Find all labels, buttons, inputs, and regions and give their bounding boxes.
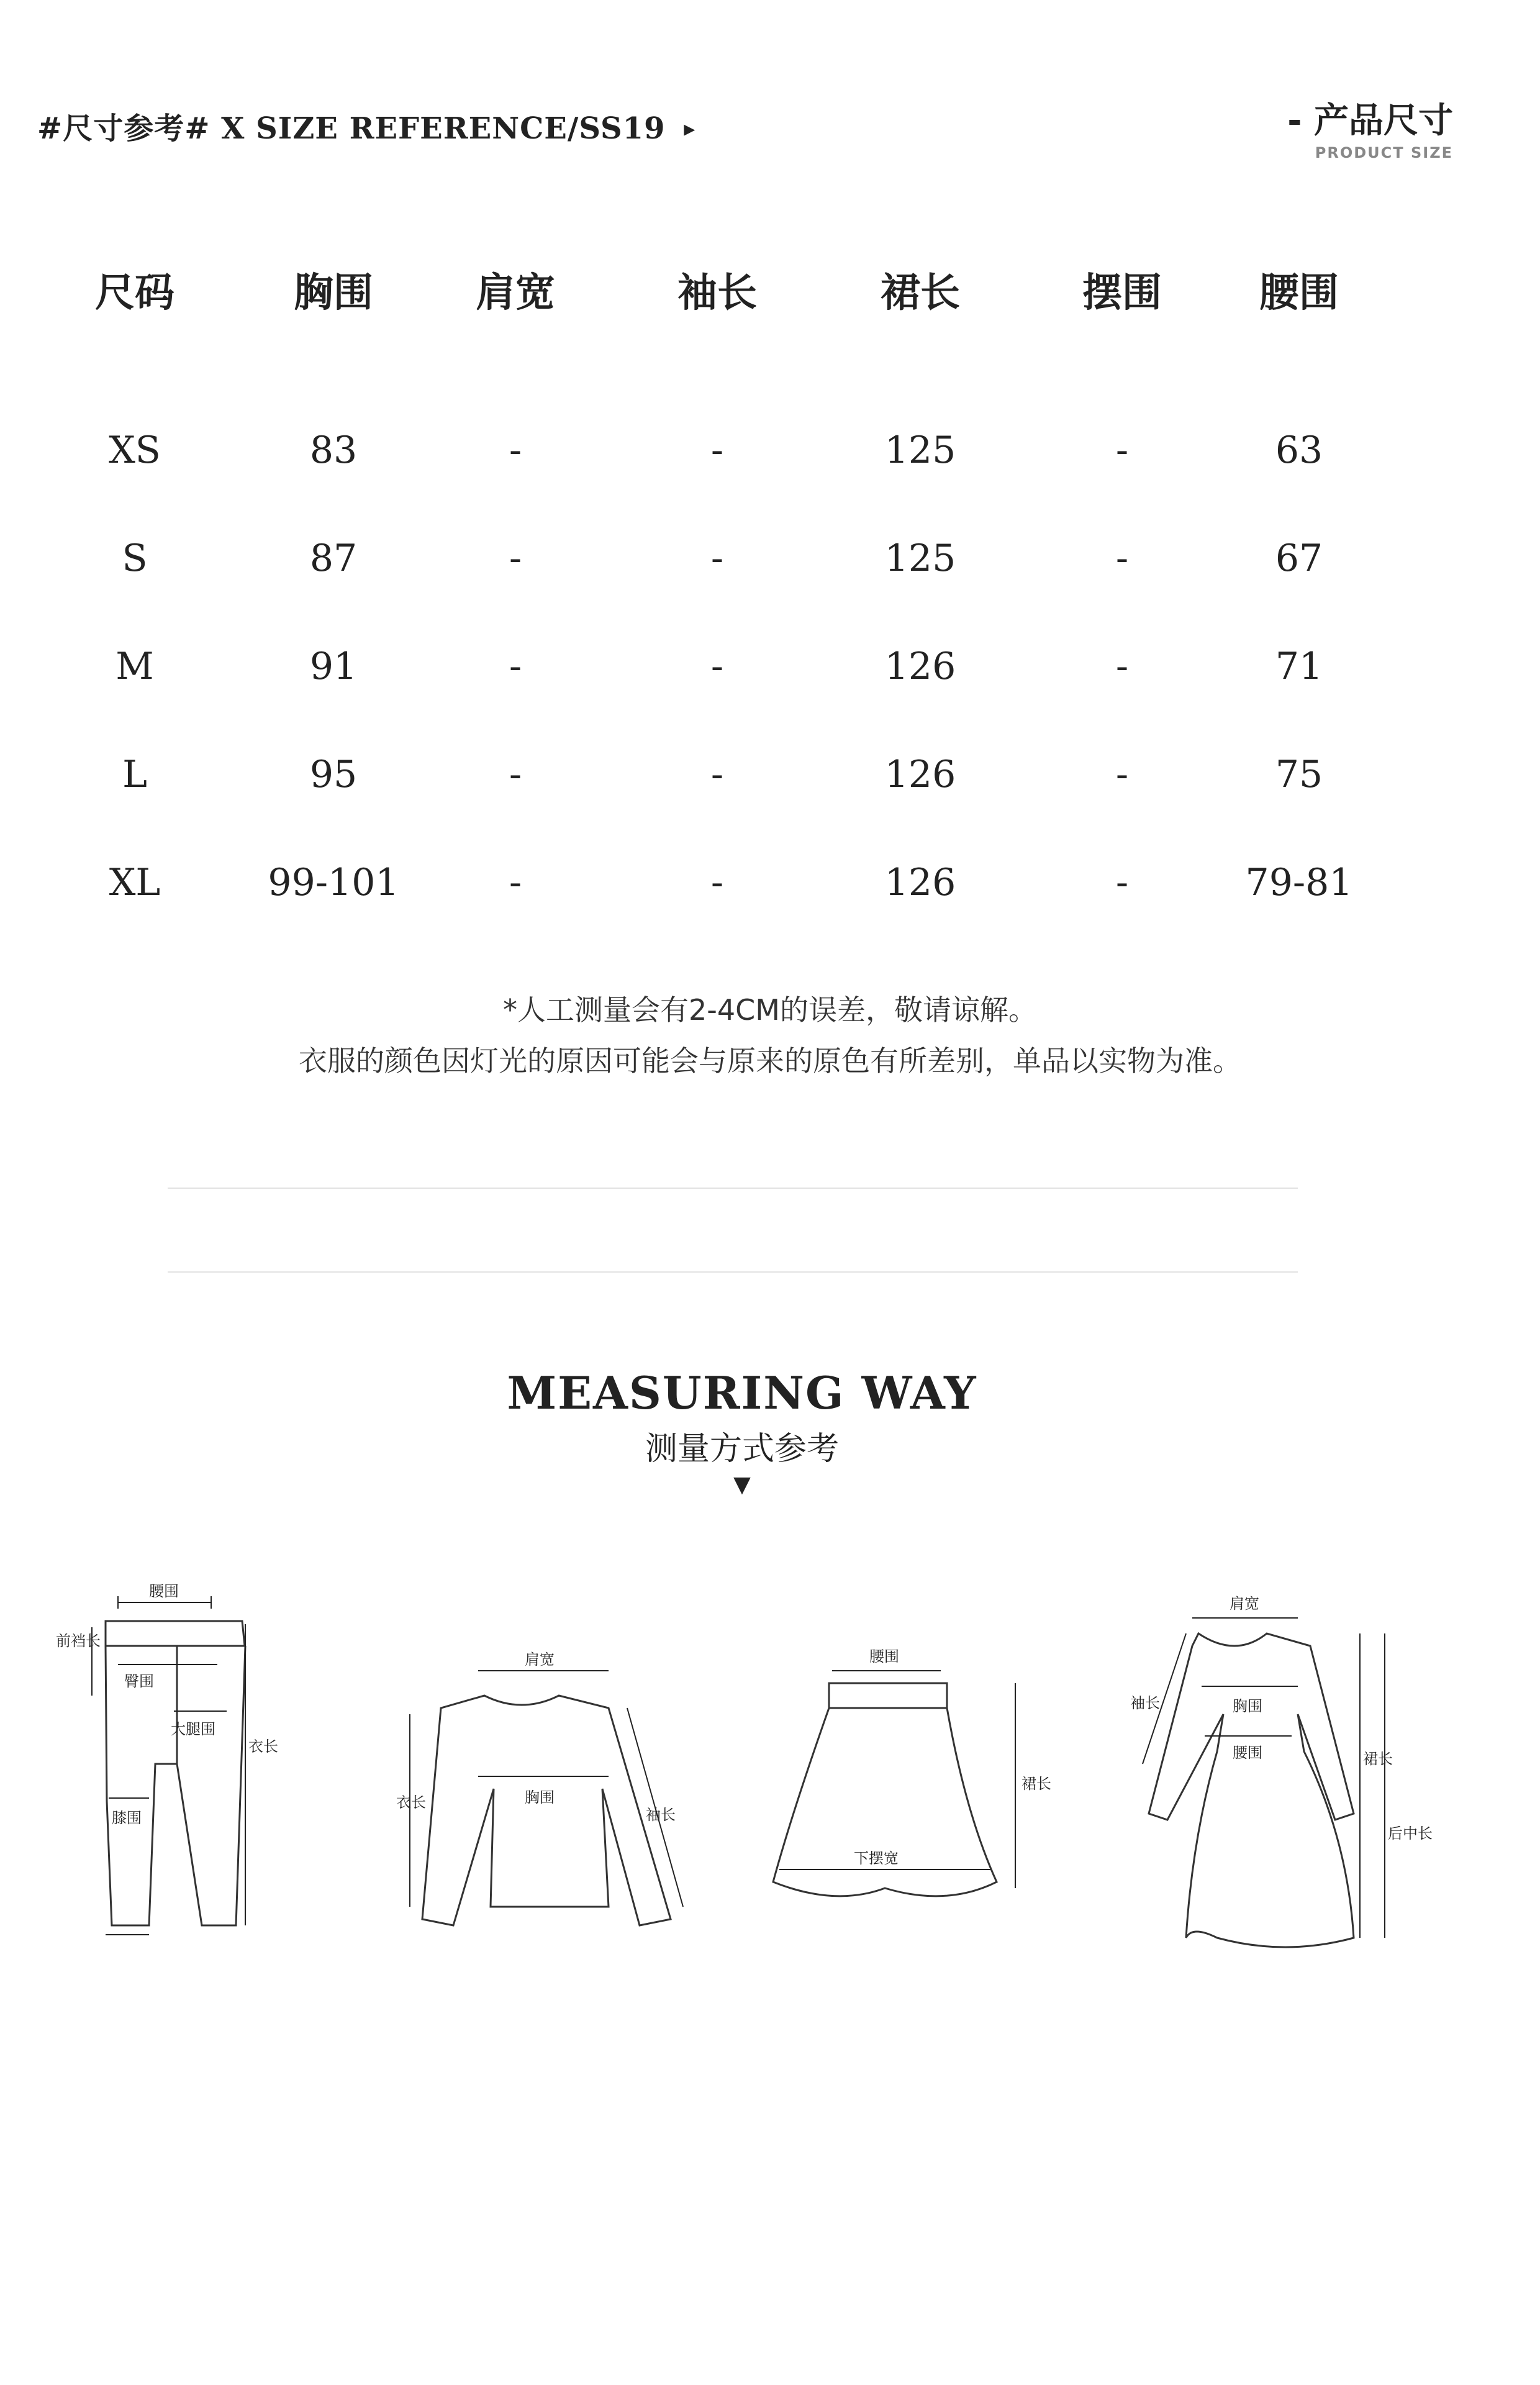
cell: S — [122, 537, 148, 580]
measurement-error-note: *人工测量会有2-4CM的误差，敬请谅解。 — [503, 993, 1037, 1027]
color-difference-note: 衣服的颜色因灯光的原因可能会与原来的原色有所差别，单品以实物为准。 — [299, 1044, 1241, 1078]
cell: - — [710, 537, 724, 580]
cell: 75 — [1275, 753, 1323, 796]
cell: 126 — [884, 861, 956, 904]
pants-measure-diagram — [56, 1578, 279, 1950]
table-row — [43, 861, 1385, 969]
cell: - — [509, 537, 522, 580]
table-row — [43, 537, 1385, 645]
cell: - — [710, 429, 724, 472]
header-chest: 胸围 — [294, 270, 373, 316]
cell: 79-81 — [1245, 861, 1353, 904]
table-header-row — [43, 261, 1385, 335]
header-size: 尺码 — [95, 270, 174, 316]
play-arrow-icon: ▸ — [684, 116, 696, 142]
measuring-way-title: MEASURING WAY — [507, 1366, 977, 1419]
cell: M — [116, 645, 154, 688]
product-size-badge — [1287, 93, 1453, 161]
cell: - — [710, 861, 724, 904]
table-row — [43, 645, 1385, 753]
table-row — [43, 753, 1385, 861]
heading-en: X SIZE REFERENCE/SS19 — [221, 111, 666, 146]
cell: - — [1115, 753, 1129, 796]
label-waist: 腰围 — [1233, 1744, 1262, 1761]
top-outline-icon — [391, 1627, 714, 1938]
size-reference-heading — [37, 104, 695, 147]
cell: 63 — [1275, 429, 1323, 472]
label-chest: 胸围 — [525, 1789, 555, 1806]
down-arrow-icon: ▼ — [733, 1472, 751, 1497]
size-table — [43, 261, 1385, 969]
dress-outline-icon — [1112, 1578, 1434, 1963]
cell: XL — [109, 861, 161, 904]
label-sleeve: 袖长 — [646, 1806, 676, 1824]
cell: 126 — [884, 753, 956, 796]
header-skirt-length: 裙长 — [881, 270, 960, 316]
cell: 99-101 — [268, 861, 399, 904]
cell: - — [1115, 537, 1129, 580]
measuring-way-subtitle: 测量方式参考 — [645, 1430, 839, 1468]
label-hip: 臀围 — [124, 1673, 154, 1690]
cell: - — [509, 753, 522, 796]
table-row — [43, 429, 1385, 537]
label-front-rise: 前裆长 — [56, 1632, 101, 1650]
cell: 67 — [1275, 537, 1323, 580]
label-sleeve: 袖长 — [1130, 1694, 1160, 1712]
label-shoulder: 肩宽 — [525, 1651, 555, 1668]
label-waist: 腰围 — [149, 1583, 179, 1600]
pants-outline-icon — [56, 1578, 279, 1950]
cell: - — [509, 429, 522, 472]
top-measure-diagram — [391, 1627, 714, 1938]
product-size-cn: - 产品尺寸 — [1287, 101, 1453, 141]
heading-cn: #尺寸参考# — [37, 111, 211, 146]
cell: - — [509, 645, 522, 688]
cell: 95 — [309, 753, 358, 796]
divider — [168, 1271, 1298, 1273]
label-back-length: 后中长 — [1388, 1825, 1433, 1842]
cell: - — [1115, 861, 1129, 904]
label-skirt-length: 裙长 — [1021, 1775, 1051, 1792]
divider — [168, 1188, 1298, 1189]
label-length: 衣长 — [248, 1738, 278, 1755]
label-length: 衣长 — [396, 1794, 426, 1811]
cell: 125 — [884, 429, 956, 472]
label-chest: 胸围 — [1233, 1697, 1262, 1715]
header-waist: 腰围 — [1259, 270, 1339, 316]
cell: 71 — [1275, 645, 1323, 688]
cell: 91 — [309, 645, 358, 688]
header-shoulder: 肩宽 — [476, 270, 555, 316]
cell: 83 — [309, 429, 358, 472]
cell: 87 — [309, 537, 358, 580]
cell: - — [1115, 645, 1129, 688]
dress-measure-diagram — [1112, 1578, 1434, 1963]
cell: - — [710, 645, 724, 688]
skirt-measure-diagram — [761, 1615, 1059, 1925]
skirt-outline-icon — [761, 1615, 1059, 1925]
cell: - — [1115, 429, 1129, 472]
cell: 125 — [884, 537, 956, 580]
cell: - — [710, 753, 724, 796]
cell: XS — [109, 429, 161, 472]
label-knee: 膝围 — [112, 1809, 142, 1827]
header-hem: 摆围 — [1082, 270, 1162, 316]
label-skirt-length: 裙长 — [1363, 1750, 1393, 1768]
cell: 126 — [884, 645, 956, 688]
product-size-en: PRODUCT SIZE — [1315, 144, 1453, 161]
header-sleeve: 袖长 — [677, 270, 757, 316]
cell: L — [122, 753, 147, 796]
cell: - — [509, 861, 522, 904]
label-hem: 下摆宽 — [854, 1850, 899, 1867]
label-shoulder: 肩宽 — [1230, 1595, 1259, 1612]
label-thigh: 大腿围 — [171, 1720, 215, 1738]
label-waist: 腰围 — [869, 1648, 899, 1665]
